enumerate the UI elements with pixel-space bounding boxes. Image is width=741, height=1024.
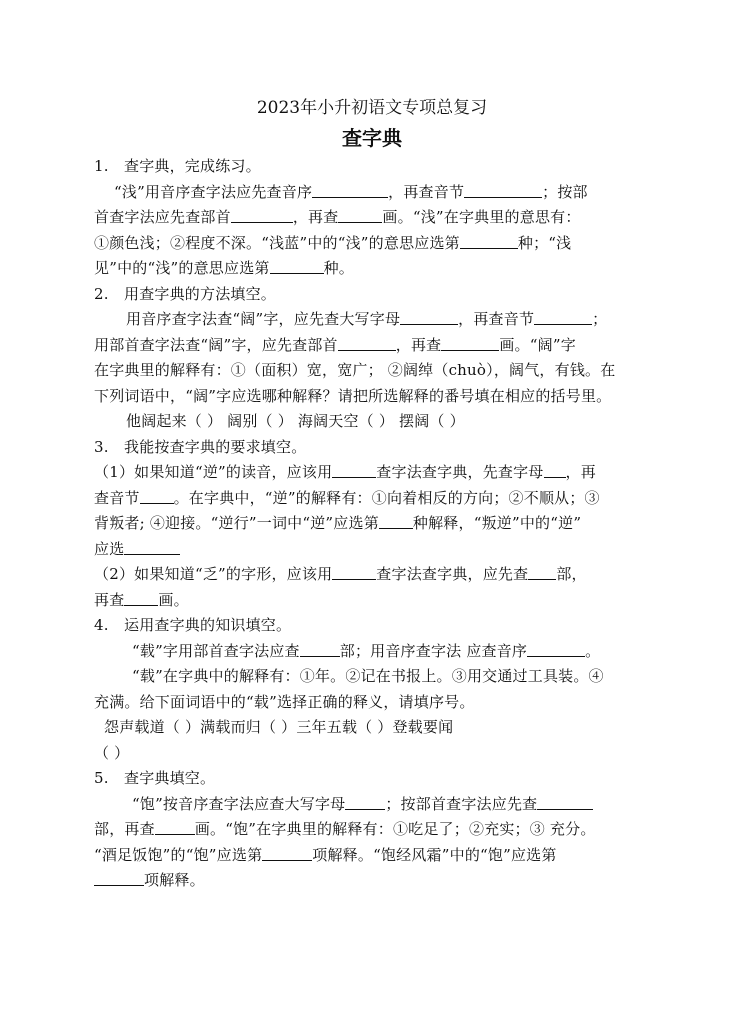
question-5: [94, 766, 650, 894]
question-stem: 运用查字典的知识填空。: [124, 616, 292, 634]
text: 种解释，“叛逆”中的“逆”: [412, 514, 582, 532]
text: 首查字法应先查部首: [94, 208, 231, 226]
question-3: [94, 435, 650, 614]
text: ，再查: [395, 335, 442, 354]
text: 种。: [323, 259, 355, 277]
blank[interactable]: [124, 591, 158, 606]
text: 再查: [94, 590, 125, 609]
blank[interactable]: [379, 514, 413, 529]
blank[interactable]: [312, 183, 388, 198]
text: 背叛者; ④迎接。“逆行”一词中“逆”应选第: [94, 514, 379, 532]
blank[interactable]: [155, 820, 195, 835]
text: ，再查音节: [388, 182, 465, 201]
text: 画。“阔”字: [499, 335, 576, 354]
page-subtitle: 查字典: [342, 126, 402, 150]
text: 用音序查字法查“阔”字，应先查大写字母: [126, 310, 401, 328]
blank[interactable]: [528, 565, 556, 580]
question-number: 2.: [94, 284, 109, 303]
page-title: 2023年小升初语文专项总复习: [256, 98, 488, 118]
text: 画。: [158, 590, 189, 609]
text: 查音节: [94, 488, 140, 507]
question-number: 4.: [94, 616, 109, 634]
text: ；: [592, 310, 608, 328]
question-stem: 我能按查字典的要求填空。: [124, 437, 307, 456]
question-1: [94, 154, 650, 282]
blank[interactable]: [400, 310, 458, 325]
blank[interactable]: [231, 208, 293, 223]
text: 查字法查字典，先查字母: [376, 463, 544, 481]
text: 用部首查字法查“阔”字，应先查部首: [94, 335, 338, 354]
text: 在字典里的解释有：①（面积）宽，宽广； ②阔绰（chuò），阔气，有钱。在: [94, 361, 616, 379]
blank[interactable]: [262, 846, 312, 861]
text: 项解释。“饱经风霜”中的“饱”应选第: [312, 845, 557, 864]
text: “饱”按音序查字法应查大写字母: [132, 794, 346, 813]
text: 部，再查: [94, 820, 155, 838]
blank[interactable]: [345, 795, 385, 810]
question-4: [94, 613, 650, 766]
text: ①颜色浅；②程度不深。“浅蓝”中的“浅”的意思应选第: [94, 233, 460, 252]
answer-row[interactable]: （ ）: [94, 743, 130, 762]
text: 种；“浅: [517, 233, 572, 252]
text: （2）如果知道“乏”的字形，应该用: [94, 565, 333, 583]
blank[interactable]: [338, 336, 396, 351]
answer-row[interactable]: 他阔起来（ ） 阔别（ ） 海阔天空（ ） 摆阔（ ）: [126, 412, 465, 430]
blank[interactable]: [544, 463, 566, 478]
question-number: 3.: [94, 437, 109, 456]
question-number: 1.: [94, 157, 109, 175]
text: 画。“饱”在字典里的解释有：①吃足了；②充实；③ 充分。: [194, 820, 596, 838]
text: “载”字用部首查字法应查: [132, 641, 300, 660]
text: ，再查: [292, 208, 339, 226]
text: 查字法查字典，应先查: [376, 565, 529, 583]
blank[interactable]: [537, 795, 593, 810]
question-stem: 查字典填空。: [124, 769, 216, 787]
text: ，再查音节: [458, 310, 535, 328]
text: 充满。给下面词语中的“载”选择正确的释义，请填序号。: [94, 692, 475, 711]
text: ；按部: [542, 182, 588, 201]
blank[interactable]: [270, 259, 324, 274]
text: 见”中的“浅”的意思应选第: [94, 259, 270, 277]
blank[interactable]: [534, 310, 592, 325]
text: 。: [585, 641, 601, 660]
text: 项解释。: [144, 871, 205, 889]
blank[interactable]: [527, 642, 585, 657]
text: “酒足饭饱”的“饱”应选第: [94, 845, 263, 864]
question-stem: 用查字典的方法填空。: [124, 284, 277, 303]
text: ；按部首查字法应先查: [385, 794, 538, 813]
blank[interactable]: [300, 642, 340, 657]
question-stem: 查字典，完成练习。: [124, 157, 261, 175]
question-2: [94, 282, 650, 435]
text: 画。“浅”在字典里的意思有：: [382, 208, 581, 226]
blank[interactable]: [94, 871, 144, 886]
text: “载”在字典中的解释有：①年。②记在书报上。③用交通过工具装。④: [132, 667, 604, 685]
text: 。在字典中，“逆”的解释有：①向着相反的方向；②不顺从；③: [173, 488, 600, 507]
blank[interactable]: [332, 565, 376, 580]
text: “浅”用音序查字法应先查音序: [114, 182, 313, 201]
blank[interactable]: [124, 540, 180, 555]
answer-row[interactable]: 怨声载道（ ）满载而归（ ）三年五载（ ）登载要闻: [104, 718, 454, 736]
text: 部，: [556, 565, 587, 583]
worksheet: [94, 96, 650, 894]
blank[interactable]: [338, 208, 382, 223]
text: 部；用音序查字法 应查音序: [339, 641, 528, 660]
text: （1）如果知道“逆”的读音，应该用: [94, 463, 333, 481]
blank[interactable]: [460, 234, 518, 249]
blank[interactable]: [332, 463, 376, 478]
blank[interactable]: [464, 183, 542, 198]
blank[interactable]: [140, 489, 174, 504]
text: 应选: [94, 539, 125, 558]
text: ，再: [565, 463, 596, 481]
text: 下列词语中，“阔”字应选哪种解释？请把所选解释的番号填在相应的括号里。: [94, 386, 612, 405]
blank[interactable]: [441, 336, 499, 351]
question-number: 5.: [94, 769, 109, 787]
